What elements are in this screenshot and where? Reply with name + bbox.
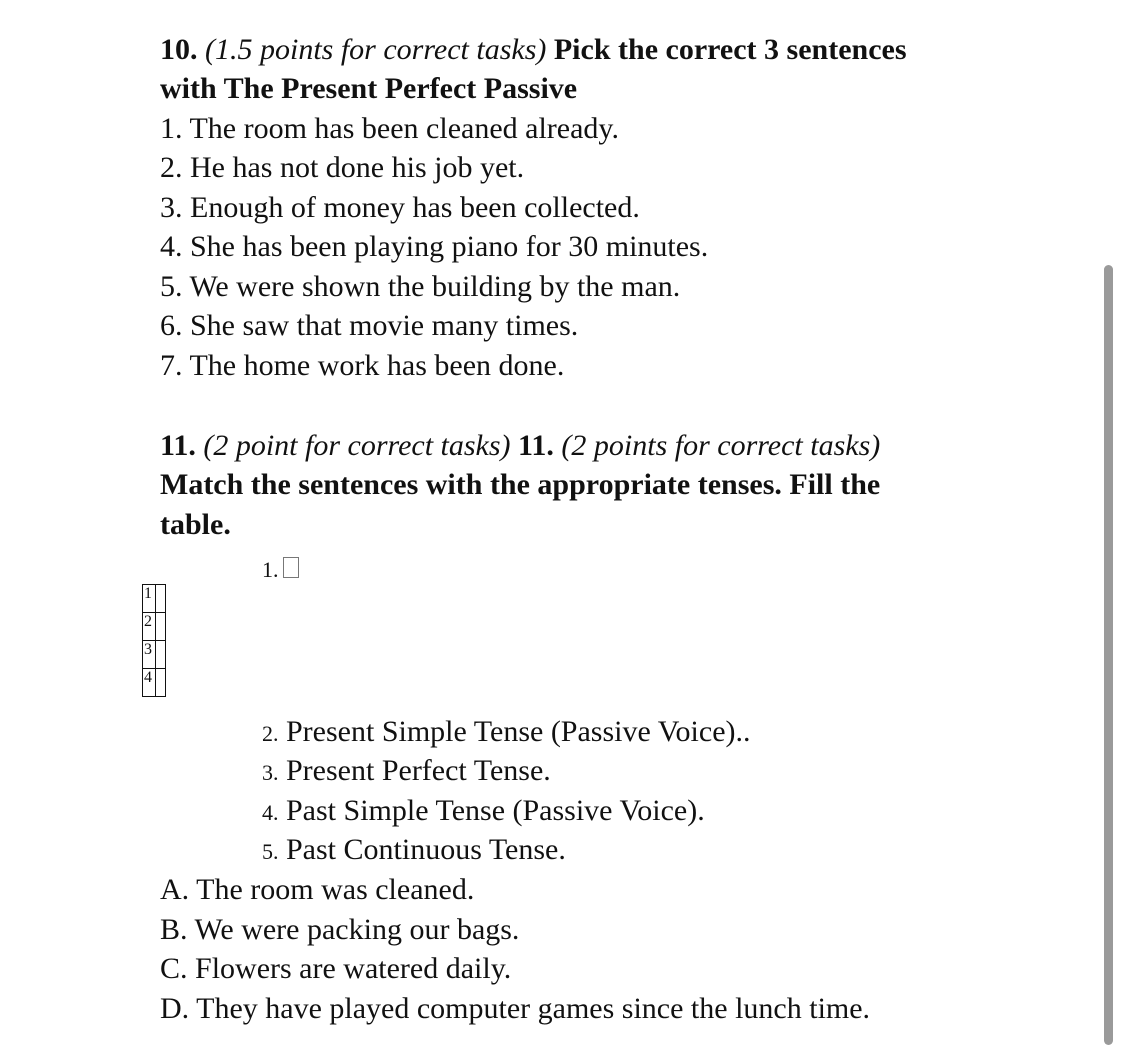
answer-grid-label: 3 bbox=[143, 641, 156, 669]
q11-heading-line1 bbox=[160, 426, 880, 466]
tense-option-num: 5. bbox=[262, 839, 279, 864]
q10-item: 1. The room has been cleaned already. bbox=[160, 112, 619, 145]
q10-number: 10. bbox=[160, 33, 198, 66]
q10-item: 4. She has been playing piano for 30 minutes. bbox=[160, 230, 709, 263]
q11-sentence: A. The room was cleaned. bbox=[160, 873, 475, 906]
answer-grid-cell[interactable] bbox=[156, 669, 166, 697]
q11-title-line1: Match the sentences with the appropriate tenses. Fill the bbox=[160, 468, 881, 501]
answer-grid-label: 4 bbox=[143, 669, 156, 697]
answer-grid-row bbox=[143, 641, 166, 669]
tense-option-text: Past Continuous Tense. bbox=[286, 833, 566, 866]
q10-item: 7. The home work has been done. bbox=[160, 349, 565, 382]
q10-points: (1.5 points for correct tasks) bbox=[205, 33, 547, 66]
q11-number: 11. bbox=[160, 429, 196, 462]
answer-grid-label: 2 bbox=[143, 613, 156, 641]
answer-grid-row bbox=[143, 585, 166, 613]
vertical-scrollbar[interactable] bbox=[1104, 265, 1113, 1045]
tense-option bbox=[262, 791, 705, 833]
tense-option-num: 3. bbox=[262, 760, 279, 785]
answer-grid-cell[interactable] bbox=[156, 613, 166, 641]
q11-first-option bbox=[262, 548, 299, 590]
tense-option bbox=[262, 830, 566, 872]
q10-item: 2. He has not done his job yet. bbox=[160, 151, 525, 184]
tense-option-text: Present Perfect Tense. bbox=[286, 754, 551, 787]
tense-option-text: Present Simple Tense (Passive Voice).. bbox=[286, 715, 751, 748]
tense-option bbox=[262, 712, 751, 754]
q10-item: 3. Enough of money has been collected. bbox=[160, 191, 640, 224]
q10-title-part2: with The Present Perfect Passive bbox=[160, 72, 578, 105]
answer-grid bbox=[142, 584, 166, 697]
q10-item: 5. We were shown the building by the man. bbox=[160, 270, 681, 303]
q11-first-option-num: 1. bbox=[262, 557, 279, 582]
q11-sentence: C. Flowers are watered daily. bbox=[160, 952, 512, 985]
q11-number-repeat: 11. bbox=[518, 429, 554, 462]
answer-grid-cell[interactable] bbox=[156, 641, 166, 669]
q10-heading-line1 bbox=[160, 30, 907, 70]
q11-title-line2: table. bbox=[160, 508, 231, 541]
checkbox-icon bbox=[283, 557, 299, 578]
answer-grid-row bbox=[143, 669, 166, 697]
answer-grid-label: 1 bbox=[143, 585, 156, 613]
q10-item: 6. She saw that movie many times. bbox=[160, 309, 579, 342]
tense-option-text: Past Simple Tense (Passive Voice). bbox=[286, 794, 705, 827]
q10-title-part1: Pick the correct 3 sentences bbox=[553, 33, 907, 66]
tense-option-num: 2. bbox=[262, 721, 279, 746]
q11-sentence: B. We were packing our bags. bbox=[160, 913, 520, 946]
tense-option-num: 4. bbox=[262, 800, 279, 825]
q11-points-repeat: (2 points for correct tasks) bbox=[561, 429, 881, 462]
answer-grid-cell[interactable] bbox=[156, 585, 166, 613]
q11-points: (2 point for correct tasks) bbox=[203, 429, 511, 462]
q11-sentence: D. They have played computer games since the lunch time. bbox=[160, 992, 871, 1025]
tense-option bbox=[262, 751, 551, 793]
answer-grid-row bbox=[143, 613, 166, 641]
